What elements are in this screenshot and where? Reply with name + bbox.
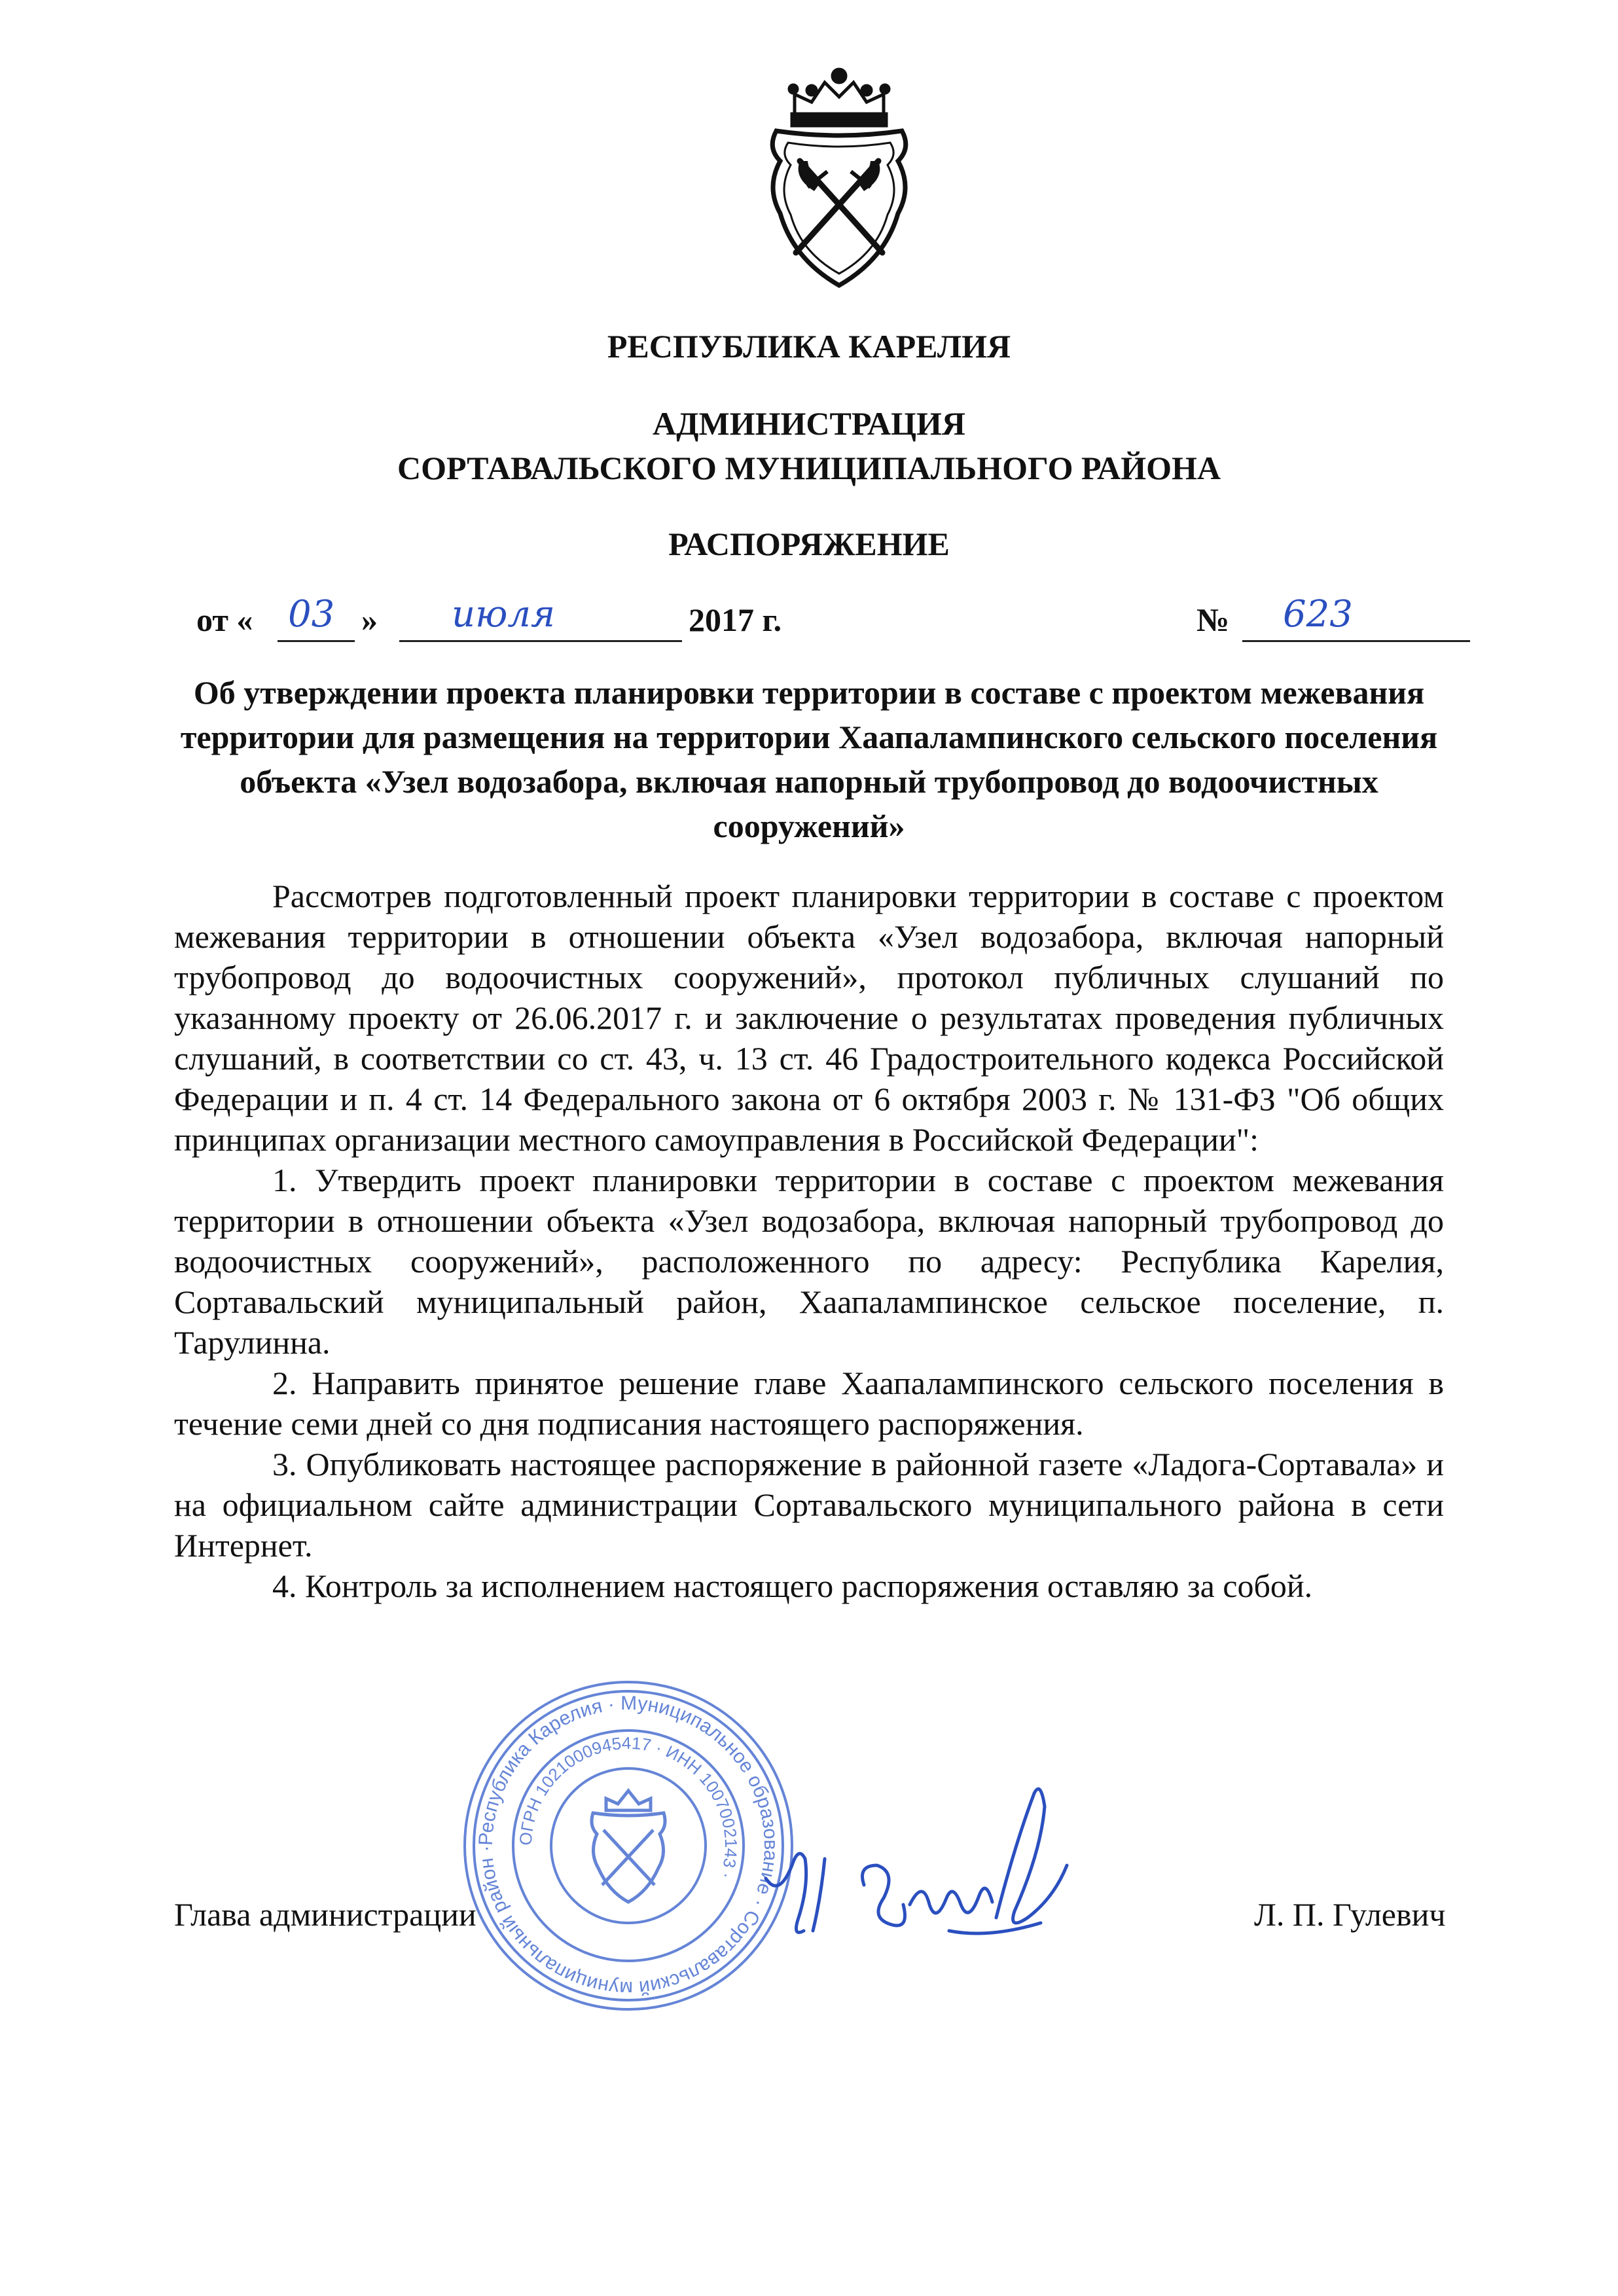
document-number-handwritten: 623	[1283, 593, 1353, 636]
date-year: 2017 г.	[689, 601, 782, 638]
svg-text:Республика Карелия · Муниципал: Республика Карелия · Муниципальное образование · Сортавальский муниципальный район ·	[475, 1692, 782, 2000]
administration-heading-line1: АДМИНИСТРАЦИЯ	[653, 405, 965, 442]
date-quote-close: »	[361, 601, 378, 638]
month-underline	[399, 640, 682, 642]
preamble-paragraph: Рассмотрев подготовленный проект планировки территории в составе с проектом межевания территории в отношении объекта «Узел водозабора, включая напорный трубопровод до водоочистных сооружений», протокол публичных слушаний по указанному проекту от 26.06.2017 г. и заключение о результатах проведения публичных слушаний, в соответствии со ст. 43, ч. 13 ст. 46 Градостроительного кодекса Российской Федерации и п. 4 ст. 14 Федерального закона от 6 октября 2003 г. № 131-ФЗ "Об общих принципах организации местного самоуправления в Российской Федерации":	[174, 878, 1444, 1158]
clause-paragraph-1: 1. Утвердить проект планировки территории в составе с проектом межевания территории в отношении объекта «Узел водозабора, включая напорный трубопровод до водоочистных сооружений», расположенного по адресу: Республика Карелия, Сортавальский муниципальный район, Хаапалампинское сельское поселение, п. Тарулинна.	[174, 1162, 1444, 1361]
document-title: Об утверждении проекта планировки территории в составе с проектом межевания территории для размещения на территории Хаапалампинского сельского поселения объекта «Узел водозабора, включая напорный трубопровод до водоочистных сооружений»	[180, 674, 1438, 844]
date-day-handwritten: 03	[288, 593, 335, 636]
handwritten-signature-icon	[753, 1767, 1093, 2003]
svg-text:ОГРН 1021000945417 · ИНН 10070: ОГРН 1021000945417 · ИНН 1007002143 ·	[515, 1732, 742, 1882]
number-sign: №	[1196, 601, 1230, 638]
date-prefix: от «	[196, 601, 253, 638]
document-type-heading: РАСПОРЯЖЕНИЕ	[668, 526, 950, 562]
day-underline	[278, 640, 355, 642]
date-month-handwritten: июля	[452, 593, 556, 636]
signatory-position: Глава администрации	[174, 1896, 476, 1933]
administration-heading-line2: СОРТАВАЛЬСКОГО МУНИЦИПАЛЬНОГО РАЙОНА	[397, 450, 1221, 486]
clause-paragraph-2: 2. Направить принятое решение главе Хаапалампинского сельского поселения в течение семи дней со дня подписания настоящего распоряжения.	[174, 1365, 1444, 1442]
official-seal-icon	[458, 1676, 799, 2016]
republic-heading: РЕСПУБЛИКА КАРЕЛИЯ	[607, 328, 1011, 365]
clause-paragraph-3: 3. Опубликовать настоящее распоряжение в районной газете «Ладога-Сортавала» и на официальном сайте администрации Сортавальского муниципального района в сети Интернет.	[174, 1446, 1444, 1564]
number-underline	[1242, 640, 1470, 642]
coat-of-arms-icon	[754, 63, 924, 293]
signatory-name: Л. П. Гулевич	[1254, 1896, 1446, 1933]
document-body	[174, 876, 1444, 1606]
clause-paragraph-4: 4. Контроль за исполнением настоящего распоряжения оставляю за собой.	[272, 1568, 1313, 1604]
